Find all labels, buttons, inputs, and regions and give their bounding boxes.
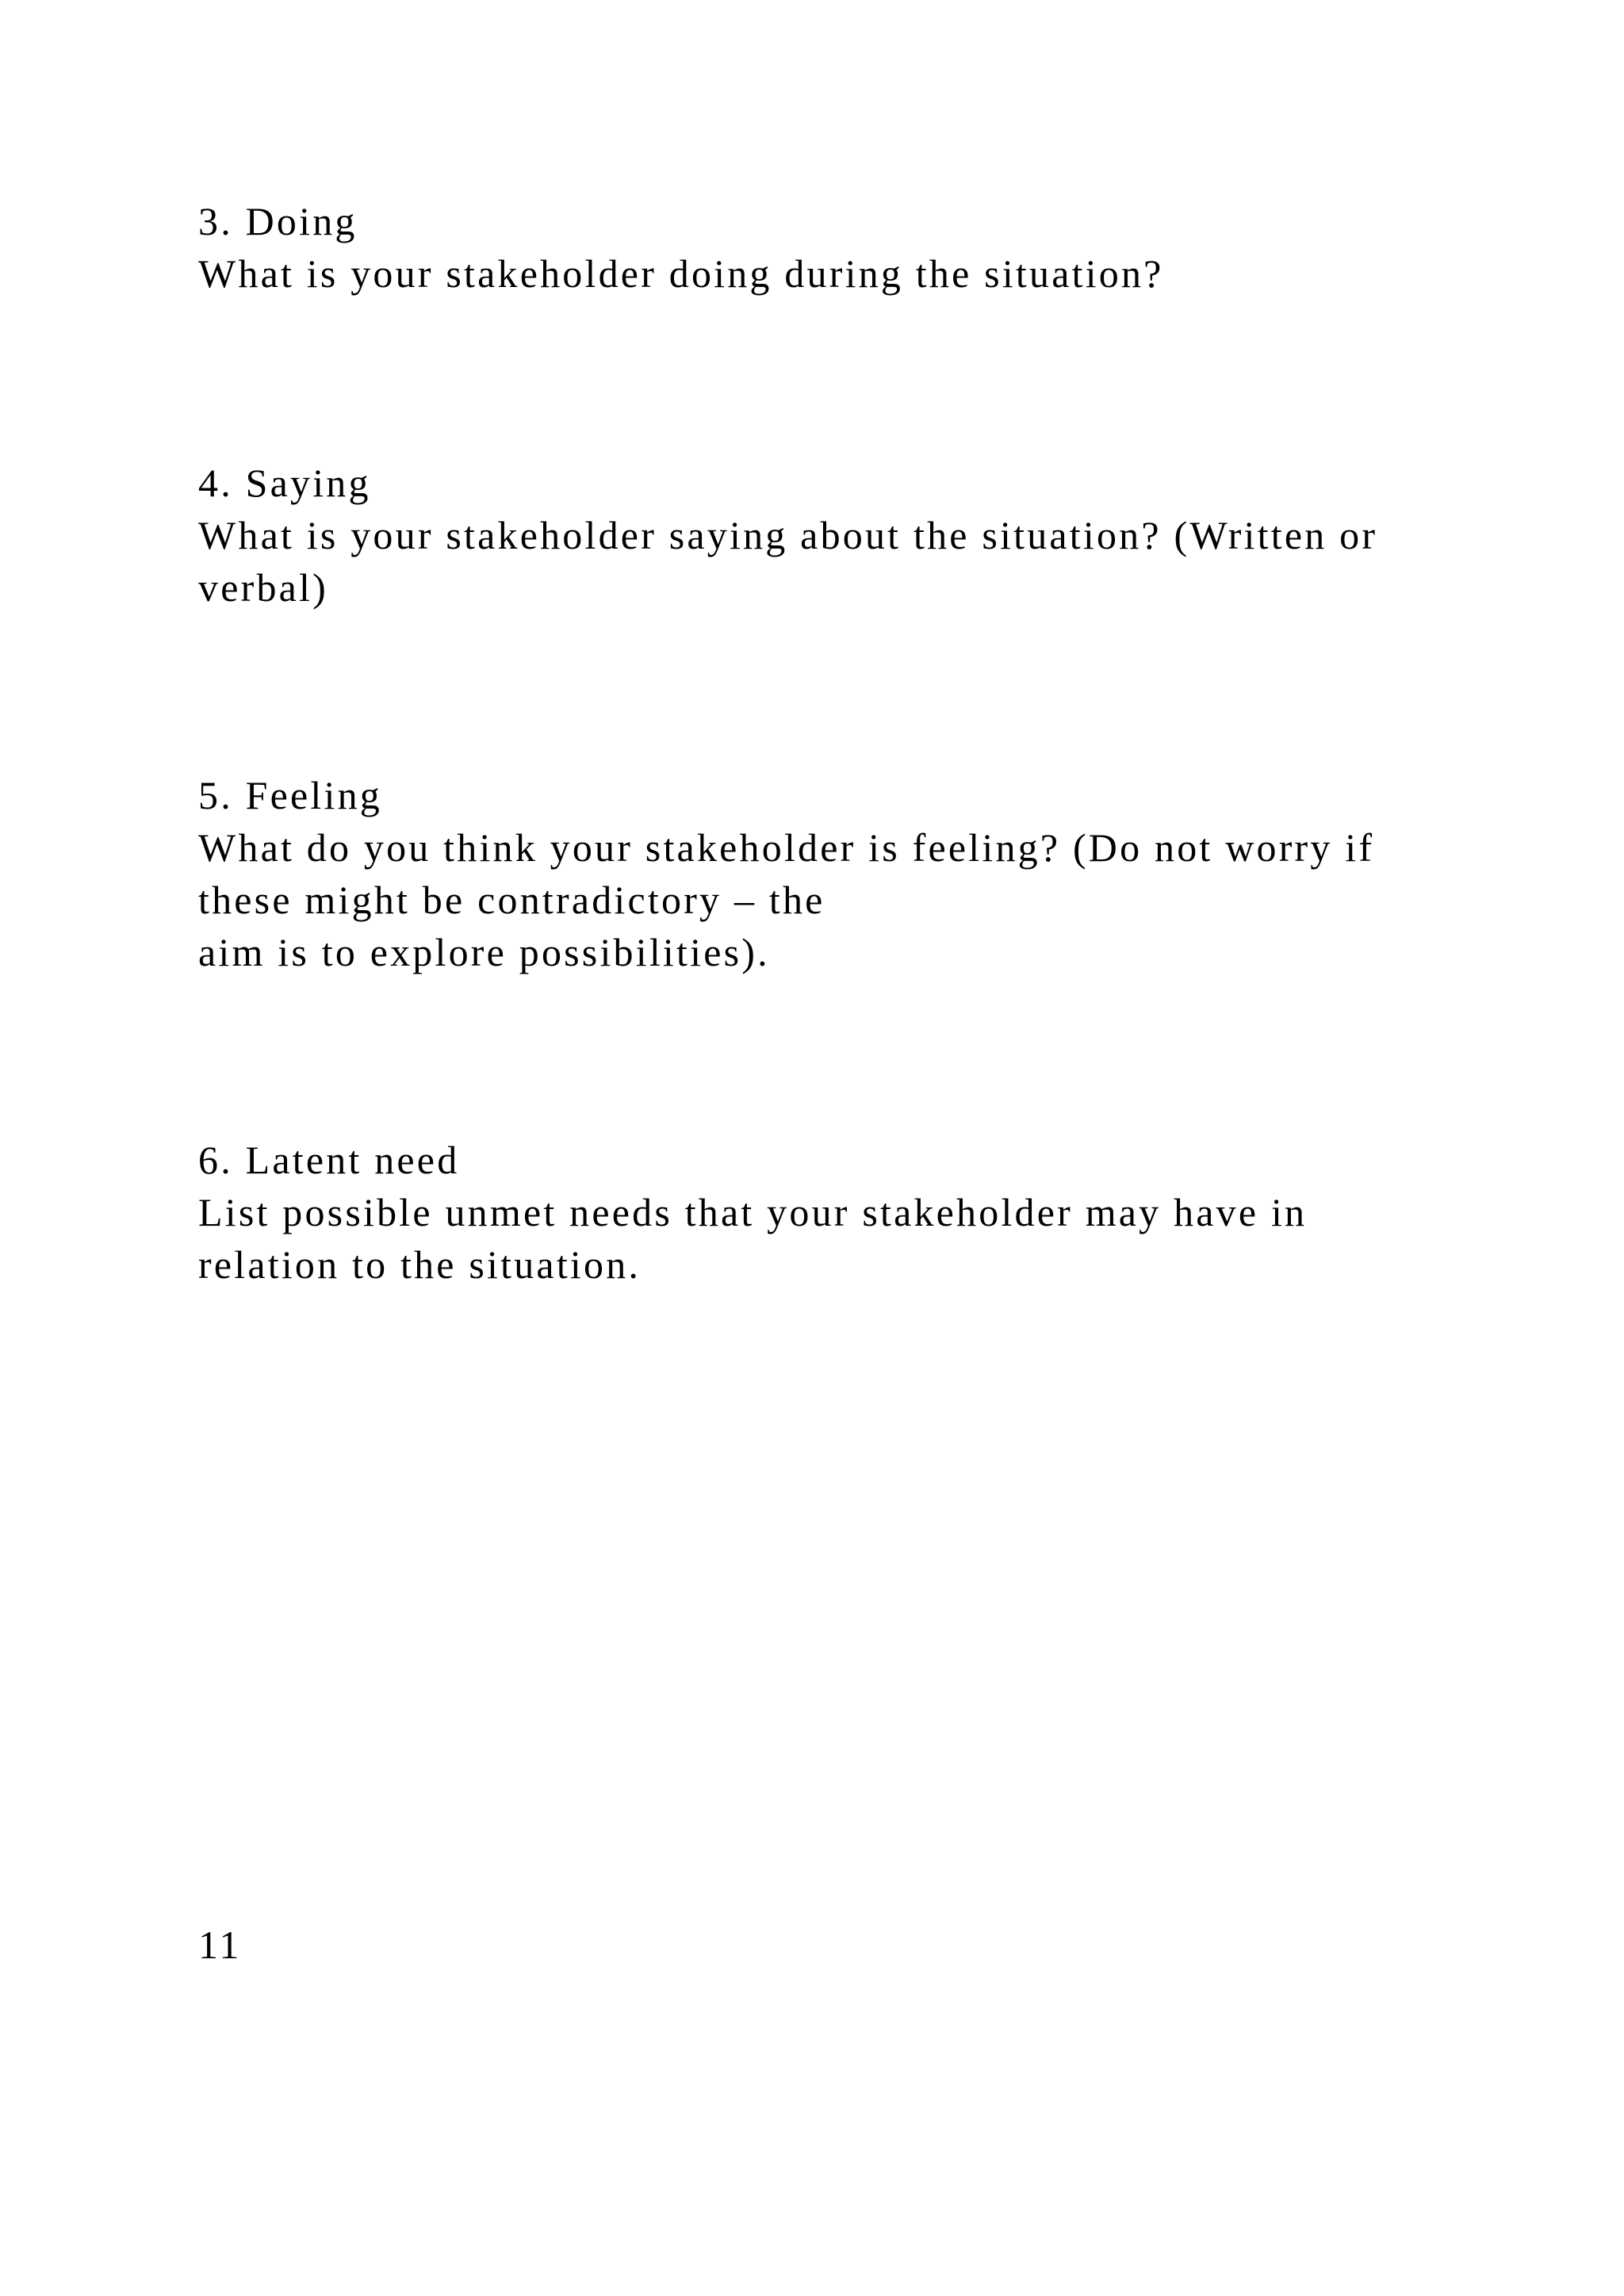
section-prompt-line: verbal) [198,565,328,610]
section-heading: 3. Doing [198,199,358,243]
section-prompt-line: these might be contradictory – the [198,878,825,922]
section-prompt-line: What is your stakeholder saying about the situation? (Written or [198,513,1378,557]
section-prompt-line: What do you think your stakeholder is feeling? (Do not worry if [198,825,1375,870]
page-number: 11 [198,1923,242,1967]
section-heading: 5. Feeling [198,773,382,817]
section-heading: 6. Latent need [198,1138,460,1182]
section-prompt-line: relation to the situation. [198,1242,642,1287]
section-prompt-line: List possible unmet needs that your stakeholder may have in [198,1190,1308,1234]
section-heading: 4. Saying [198,461,371,505]
section-prompt-line: aim is to explore possibilities). [198,930,770,974]
section-prompt-line: What is your stakeholder doing during the situation? [198,251,1164,296]
